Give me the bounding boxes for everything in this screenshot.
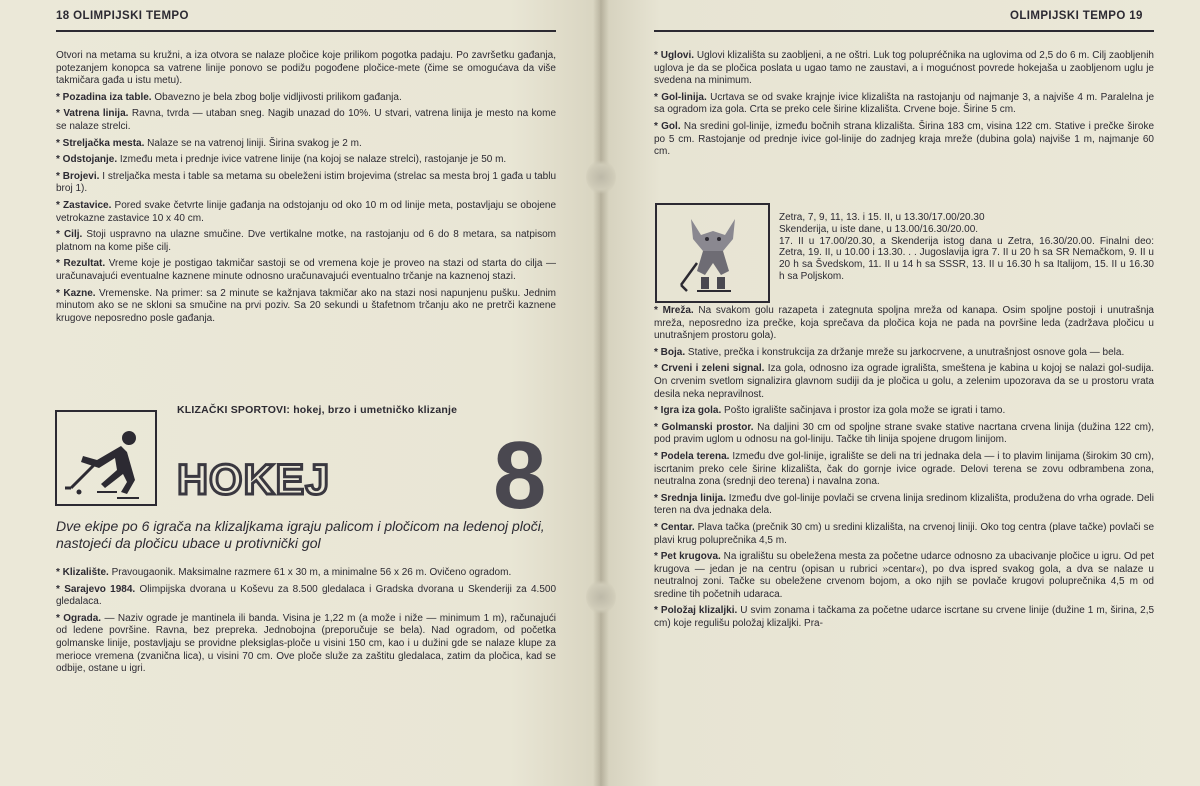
entry-term: Mreža. (662, 305, 694, 316)
entry-text: Na igralištu su obeležena mesta za početne udarce odnosno za ubacivanje pločice u igru. Od pet krugova — jedan je na centru (opisan u rubrici »centar«), po dva ispred svakog gola, a dva se nalaze u neutralnoj zoni. Tačke su obeležene crvenom bojom, a oko njih se povlače krugovi poluprečnika 4,5 m od sredine tih početnih udaraca. (654, 551, 1155, 600)
left-running-header: 18 OLIMPIJSKI TEMPO (56, 10, 189, 22)
entry-text: — Naziv ograde je mantinela ili banda. Visina je 1,22 m (a može i niže — minimum 1 m), računajući od ledene površine. Ravna, bez prepreka. Jednobojna (preporučuje se bela). Nad ogradom, od početka golmanske linije, postavljaju se providne pleksiglas-ploče u visini 150 cm, kao i u dužini gde se nalaze klupe za merioce vremena (zvanična lica), u visini 70 cm. Ove ploče služe za zaštitu gledalaca, zatim da pločica, kad se odbije, ostane u igri. (56, 612, 556, 675)
mascot-pictogram (655, 203, 770, 303)
entry-text: Vremenske. Na primer: sa 2 minute se kažnjava takmičar ako na stazi nosi napunjenu pušku. Jednim minutom ako se ne skloni sa smučine na prvi poziv. Sa 20 sekundi u štafetnom trčanju ako ne pretrči kaznene krugove neposredno posle gađanja. (56, 287, 557, 324)
left-column-bottom (56, 567, 556, 680)
sport-subheading: Dve ekipe po 6 igrača na klizaljkama igraju palicom i pločicom na ledenoj ploči, nastojeći da pločicu ubace u protivnički gol (56, 518, 545, 551)
term-entry (654, 92, 1154, 117)
term-entry (654, 305, 1154, 343)
entry-term: Sarajevo 1984. (64, 583, 136, 595)
bullet-star-icon: * (56, 108, 64, 120)
entry-term: Cilj. (63, 229, 83, 241)
bullet-star-icon: * (56, 154, 63, 166)
schedule-line: Zetra, 7, 9, 11, 13. i 15. II, u 13.30/17.00/20.30 (779, 212, 985, 223)
bullet-star-icon: * (56, 229, 64, 241)
entry-text: Obavezno je bela zbog bolje vidljivosti prilikom gađanja. (154, 91, 402, 103)
term-entry (56, 567, 556, 580)
entry-text: Uglovi klizališta su zaobljeni, a ne oštri. Luk tog polupréčnika na uglovima od 2,5 do 6 m. Cilj zaobljenih uglova je da se pločica poslata u ugao tamo ne zaustavi, a i mogućnost povrede hokejaša u zaobljenom uglu je svedena na minimum. (654, 50, 1154, 87)
term-entry (56, 258, 556, 283)
entry-term: Srednja linija. (660, 492, 726, 504)
entry-term: Boja. (660, 346, 686, 358)
term-entry (654, 551, 1154, 601)
entry-term: Ograda. (63, 612, 102, 624)
term-entry (56, 584, 556, 609)
entry-text: Između dve gol-linije, igralište se deli na tri jednaka dela — i to plavim linijama (širokim 30 cm), iscrtanim preko cele širine klizališta, čak do gornje ivice ograde. Delovi terena se zovu odbrambena zona, neutralna zona (srednji deo terena) i navalna zona. (654, 450, 1154, 488)
right-items-list (654, 50, 1154, 159)
bullet-star-icon: * (56, 612, 64, 624)
entry-term: Gol-linija. (661, 91, 707, 103)
entry-text: U svim zonama i tačkama za početne udarce iscrtane su crvene linije (dužine 1 m, širina, 2,5 cm) koje regulišu položaj klizaljki. Pra- (654, 605, 1155, 630)
term-entry (56, 613, 556, 676)
left-header-rule (56, 30, 556, 32)
entry-term: Zastavice. (63, 199, 112, 211)
entry-term: Pet krugova. (660, 551, 721, 563)
term-entry (56, 229, 556, 254)
entry-text: Na sredini gol-linije, između bočnih strana klizališta. Širina 183 cm, visina 122 cm. Stative i prečke široke po 5 cm. Rastojanje od prednje ivice gol-linije do zadnjeg kraja mreže (dubina gola) najviše 1 m, najmanje 60 cm. (654, 120, 1155, 158)
bullet-star-icon: * (56, 137, 63, 149)
entry-text: Pravougaonik. Maksimalne razmere 61 x 30 m, a minimalne 56 x 26 m. Ovičeno ogradom. (111, 567, 512, 578)
schedule-line: Skenderija, u iste dane, u 13.00/16.30/20.00. (779, 223, 979, 235)
entry-text: Nalaze se na vatrenoj liniji. Širina svakog je 2 m. (147, 137, 362, 149)
term-entry (56, 108, 556, 133)
entry-text: Iza gola, odnosno iza ograde igrališta, smeštena je kabina u kojoj se nalazi gol-sudija. On crvenim svetlom signalizira glavnom sudiji da je pločica u golu, a zelenim upozorava da se u prostoru vrata desila neka nepravilnost. (654, 363, 1155, 400)
entry-term: Uglovi. (660, 50, 695, 61)
entry-term: Golmanski prostor. (661, 421, 754, 433)
entry-text: Olimpijska dvorana u Koševu za 8.500 gledalaca i Gradska dvorana u Skenderiji za 4.500 gledalaca. (56, 583, 557, 608)
entry-term: Kazne. (63, 287, 96, 299)
bullet-star-icon: * (654, 492, 661, 504)
sport-number: 8 (493, 422, 547, 529)
entry-text: Ravna, tvrda — utaban sneg. Nagib unazad do 10%. U stvari, vatrena linija je mesto na kome se nalaze strelci. (56, 108, 557, 132)
entry-text: Stoji uspravno na ulazne smučine. Dve vertikalne motke, na rastojanju od 6 do 8 metara, sa natpisom platnom na kome piše cilj. (56, 229, 556, 253)
entry-text: Na svakom golu razapeta i zategnuta spoljna mreža od kanapa. Osim spoljne postoji i unutrašnja mreža, neposredno iza prečke, koja sprečava da pločica koja ne pada na površine leda (zadržava pločicu u unutrašnjem prostoru gola). (654, 305, 1154, 342)
entry-term: Rezultat. (63, 258, 106, 270)
wolf-mascot-icon (657, 205, 768, 301)
left-items2-list (56, 567, 556, 676)
bullet-star-icon: * (654, 305, 663, 316)
left-items-list (56, 92, 556, 326)
schedule-line: 17. II u 17.00/20.30, a Skenderija istog dana u Zetra, 16.30/20.00. Finalni deo: Zetra, 19. II, u 10.00 i 13.30. . . Jugoslavija igra 7. II u 20 h sa SR Nemačkom, 9. II u 20 h sa Švedskom, 11. II u 14 h sa SSSR, 13. II u 16.30 h sa Italijom, 15. II u 16.30 h sa Poljskom. (779, 235, 1154, 282)
binding-hole (586, 580, 616, 614)
term-entry (654, 422, 1154, 447)
term-entry (56, 138, 556, 151)
entry-text: Između dve gol-linije povlači se crvena linija sredinom klizališta, produžena do vrha ograde. Deli teren na dva jednaka dela. (654, 492, 1154, 517)
bullet-star-icon: * (56, 258, 64, 270)
entry-text: Između meta i prednje ivice vatrene linije (na kojoj se nalaze strelci), rastojanje je 50 m. (119, 154, 507, 166)
entry-term: Vatrena linija. (63, 108, 129, 120)
entry-text: Plava tačka (prečnik 30 cm) u sredini klizališta, na crvenoj liniji. Oko tog centra (plave tačke) povlači se plavi krug poluprečnika 4,5 m. (654, 521, 1155, 546)
entry-term: Igra iza gola. (660, 405, 722, 417)
term-entry (56, 200, 556, 225)
binding-hole (586, 160, 616, 194)
bullet-star-icon: * (654, 346, 661, 358)
term-entry (56, 288, 556, 326)
entry-term: Pozadina iza table. (62, 91, 152, 103)
term-entry (654, 50, 1154, 88)
entry-term: Gol. (661, 120, 681, 132)
entry-text: Pored svake četvrte linije gađanja na odstojanju od oko 10 m od linije meta, postavljaju se obojene vetrokazne zastavice 10 x 40 cm. (56, 199, 557, 224)
right-running-header: OLIMPIJSKI TEMPO 19 (1010, 10, 1143, 22)
entry-text: Vreme koje je postigao takmičar sastoji se od vremena koje je proveo na stazi od starta do cilja — uračunavajući eventualne kaznene minute odnosno uračunavajući eventualno trčanje na kaznenoj stazi. (56, 258, 556, 282)
bullet-star-icon: * (56, 287, 64, 299)
entry-term: Streljačka mesta. (62, 137, 145, 149)
entry-text: Na daljini 30 cm od spoljne strane svake stative nacrtana crvena linija (dužina 122 cm), pod pravim uglom u odnosu na gol-liniju. Tačke tih linija spojene drugom linijom. (654, 421, 1155, 446)
term-entry (654, 493, 1154, 518)
entry-text: I streljačka mesta i table sa metama su obeleženi istim brojevima (strelac sa mesta broj 1 gađa u tablu broj 1). (56, 170, 557, 195)
bullet-star-icon: * (654, 605, 661, 617)
bullet-star-icon: * (654, 91, 662, 103)
bullet-star-icon: * (56, 199, 64, 211)
term-entry (56, 92, 556, 105)
right-items2-list (654, 305, 1154, 631)
term-entry (654, 121, 1154, 159)
entry-term: Klizalište. (62, 567, 109, 578)
bullet-star-icon: * (654, 120, 662, 132)
intro-paragraph: Otvori na metama su kružni, a iza otvora se nalaze pločice koje prilikom pogotka padaju. Po završetku gađanja, potezanjem konopca sa vatrene linije ponovo se podižu pogođene pločice-mete (čime se omogućava da više takmičara gađa u istu metu). (56, 50, 556, 87)
term-entry (56, 171, 556, 196)
right-page (600, 0, 1200, 786)
bullet-star-icon: * (654, 363, 662, 375)
entry-term: Podela terena. (660, 450, 730, 462)
term-entry (654, 363, 1154, 401)
entry-text: Pošto igralište sačinjava i prostor iza gola može se igrati i tamo. (724, 405, 1006, 417)
left-column-top (56, 50, 556, 329)
hockey-pictogram (55, 410, 157, 506)
entry-text: Stative, prečka i konstrukcija za držanje mreže su jarkocrvene, a unutrašnjost osnove gola — bela. (687, 346, 1125, 358)
bullet-star-icon: * (654, 450, 661, 462)
term-entry (654, 347, 1154, 360)
bullet-star-icon: * (654, 50, 661, 61)
hockey-player-icon (57, 412, 155, 504)
book-gutter (593, 0, 609, 786)
bullet-star-icon: * (654, 421, 662, 433)
bullet-star-icon: * (56, 91, 63, 103)
sport-title: HOKEJ (177, 456, 331, 504)
bullet-star-icon: * (654, 551, 661, 563)
entry-term: Centar. (660, 521, 695, 533)
term-entry (654, 405, 1154, 418)
section-title: KLIZAČKI SPORTOVI: hokej, brzo i umetničko klizanje (177, 404, 458, 416)
right-header-rule (654, 30, 1154, 32)
entry-term: Odstojanje. (62, 154, 118, 166)
term-entry (654, 522, 1154, 547)
bullet-star-icon: * (654, 405, 661, 417)
term-entry (654, 605, 1154, 630)
bullet-star-icon: * (56, 170, 63, 182)
bullet-star-icon: * (654, 521, 661, 533)
entry-text: Ucrtava se od svake krajnje ivice klizališta na rastojanju od najmanje 3, a najviše 4 m. Paralelna je sa ogradom iza gola. Crta se preko cele širine klizališta. Crvene boje. Širine 5 cm. (654, 91, 1154, 116)
right-column-bottom (654, 305, 1154, 635)
term-entry (56, 154, 556, 167)
term-entry (654, 451, 1154, 489)
bullet-star-icon: * (56, 583, 65, 595)
entry-term: Crveni i zeleni signal. (661, 363, 765, 375)
entry-term: Brojevi. (62, 170, 100, 182)
bullet-star-icon: * (56, 567, 63, 578)
schedule-block (779, 212, 1154, 283)
right-column-top (654, 50, 1154, 163)
entry-term: Položaj klizaljki. (660, 605, 738, 617)
